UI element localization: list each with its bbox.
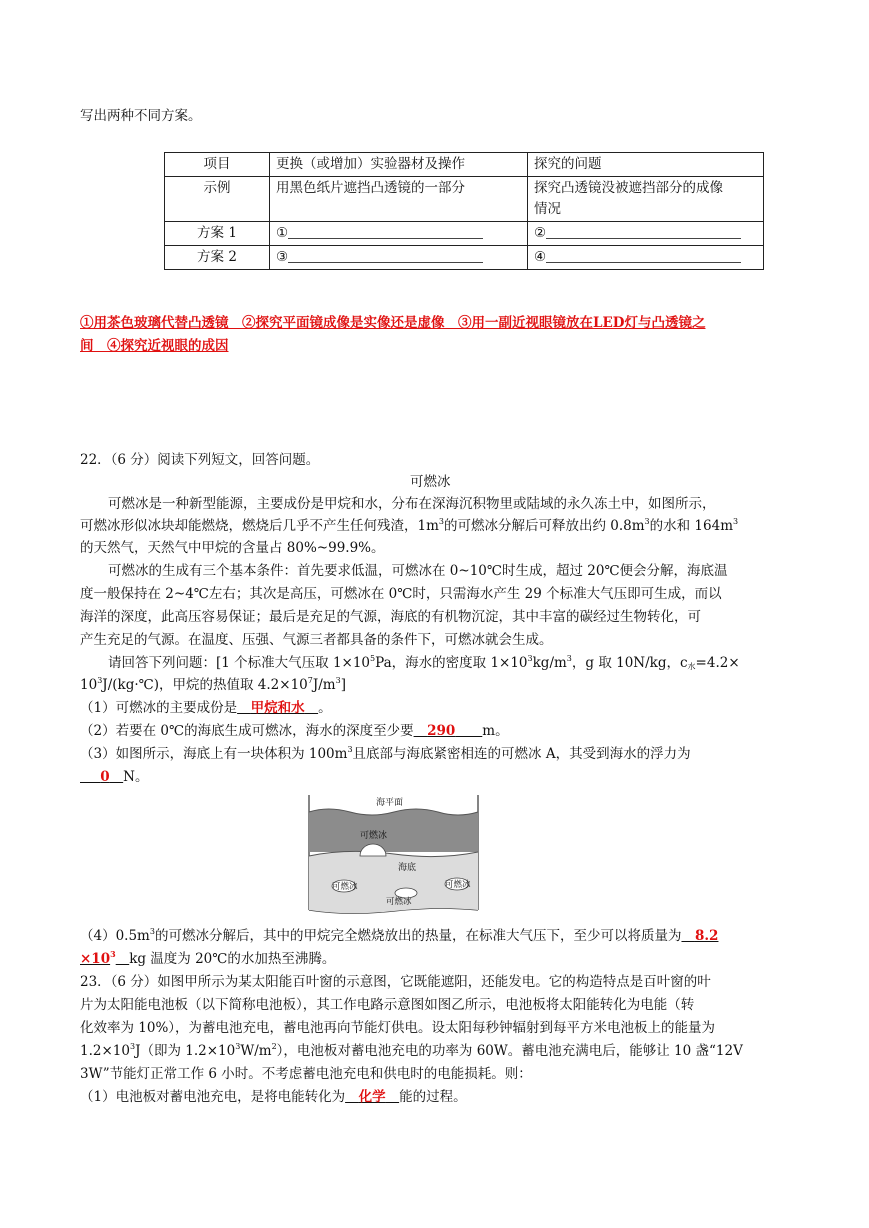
answer-blank: 甲烷和水 <box>250 700 305 716</box>
row-question: ④ <box>528 246 764 270</box>
paragraph-line: 产生充足的气源。在温度、压强、气源三者都具备的条件下，可燃冰就会生成。 <box>80 632 553 648</box>
paragraph-line: $10^3J/(kg\cdot℃)$，甲烷的热值取 $4.2\times 10^7J/m^3$] <box>80 676 346 693</box>
row-question: ② <box>528 222 764 246</box>
question-22-header: 22．（6 分）阅读下列短文，回答问题。 <box>80 452 320 468</box>
answer-blank: ×10 <box>80 951 111 967</box>
blank-line <box>288 224 483 239</box>
row-item: 方案 2 <box>165 246 270 270</box>
header-item: 项目 <box>165 153 270 177</box>
table-row <box>165 177 764 222</box>
label-ice-mid: 可燃冰 <box>386 896 412 906</box>
header-operation: 更换（或增加）实验器材及操作 <box>270 153 528 177</box>
sub-question-3: （3）如图所示，海底上有一块体积为 $100m^3$且底部与海底紧密相连的可燃冰 A，其受到海水的浮力为 <box>80 745 691 762</box>
label-seabed: 海底 <box>398 862 417 872</box>
paragraph-line: 请回答下列问题：[1 个标准大气压取 $1\times 10^5Pa$，海水的密度取 $1\times 10^3kg/m^3$，g 取 10N/kg，$c_水=4.2\times$ <box>108 654 740 671</box>
question-23-line: 3W”节能灯正常工作 6 小时。不考虑蓄电池充电和供电时的电能损耗。则： <box>80 1066 532 1082</box>
answer-blank: 0 <box>100 769 110 785</box>
header-question: 探究的问题 <box>528 153 764 177</box>
answer-21-line2: 间 ④探究近视眼的成因 <box>80 338 229 354</box>
table-row <box>165 222 764 246</box>
article-title: 可燃冰 <box>410 474 451 490</box>
question-23-line: $1.2\times 10^3J$（即为 $1.2\times 10^3W/m^2$），电池板对蓄电池充电的功率为 60W。蓄电池充满电后，能够让 10 盏“12V <box>80 1042 743 1059</box>
row-item: 示例 <box>165 177 270 222</box>
paragraph-line: 的天然气，天然气中甲烷的含量占 80%~99.9%。 <box>80 540 385 556</box>
row-operation: ① <box>270 222 528 246</box>
answer-blank: 化学 <box>358 1089 386 1105</box>
plan-table <box>164 152 764 270</box>
sub-question-2: （2）若要在 0℃的海底生成可燃冰，海水的深度至少要 290 m。 <box>80 723 509 739</box>
table-header-row <box>165 153 764 177</box>
question-23-line: 片为太阳能电池板（以下简称电池板），其工作电路示意图如图乙所示，电池板将太阳能转化为电能（转 <box>80 997 695 1013</box>
label-sea-surface: 海平面 <box>376 797 404 807</box>
label-ice-top: 可燃冰 <box>360 830 388 840</box>
blank-line <box>546 248 741 263</box>
sub-question-1: （1）可燃冰的主要成份是 甲烷和水 。 <box>80 700 332 716</box>
blank-line <box>546 224 741 239</box>
paragraph-line: 度一般保持在 2~4℃左右；其次是高压，可燃冰在 0℃时，只需海水产生 29 个标准大气压即可生成，而以 <box>80 586 722 602</box>
table-row <box>165 246 764 270</box>
label-ice-right: 可燃冰 <box>445 879 471 889</box>
paragraph-line: 可燃冰的生成有三个基本条件：首先要求低温，可燃冰在 0~10℃时生成，超过 20℃便会分解，海底温 <box>108 563 728 579</box>
paragraph-line: 可燃冰形似冰块却能燃烧，燃烧后几乎不产生任何残渣，$1m^3$的可燃冰分解后可释放出约 $0.8m^3$的水和 $164m^3$ <box>80 517 739 534</box>
row-operation: 用黑色纸片遮挡凸透镜的一部分 <box>270 177 528 222</box>
sub-question-3-answer: 0 N。 <box>100 769 149 785</box>
sub-question-4: $(4)0.5m^3$的可燃冰分解后，其中的甲烷完全燃烧放出的热量，在标准大气压下，至少可以将质量为 8.2 <box>80 927 719 944</box>
paragraph-line: 海洋的深度，此高压容易保证；最后是充足的气源，海底的有机物沉淀，其中丰富的碳经过生物转化，可 <box>80 609 701 625</box>
intro-text: 写出两种不同方案。 <box>80 108 202 124</box>
answer-21-line1: ①用茶色玻璃代替凸透镜 ②探究平面镜成像是实像还是虚像 ③用一副近视眼镜放在LED灯与凸透镜之 <box>80 315 706 331</box>
question-23-line: 23．（6 分）如图甲所示为某太阳能百叶窗的示意图，它既能遮阳，还能发电。它的构造特点是百叶窗的叶 <box>80 974 711 990</box>
row-question: 探究凸透镜没被遮挡部分的成像 情况 <box>528 177 764 222</box>
question-23-line: 化效率为 10%），为蓄电池充电，蓄电池再向节能灯供电。设太阳每秒钟辐射到每平方米电池板上的能量为 <box>80 1020 716 1036</box>
blank-line <box>288 248 483 263</box>
sub-question-4-cont: $\times 10^3$ kg 温度为 20℃的水加热至沸腾。 <box>80 949 336 967</box>
answer-blank: 8.2 <box>694 928 719 944</box>
paragraph-line: 可燃冰是一种新型能源，主要成份是甲烷和水，分布在深海沉积物里或陆域的永久冻土中，如图所示， <box>108 496 716 512</box>
seafloor-figure <box>308 792 480 918</box>
label-ice-left: 可燃冰 <box>332 881 358 891</box>
row-item: 方案 1 <box>165 222 270 246</box>
answer-blank: 290 <box>427 723 456 739</box>
question-23-sub-1: （1）电池板对蓄电池充电，是将电能转化为 化学 能的过程。 <box>80 1089 467 1105</box>
row-operation: ③ <box>270 246 528 270</box>
